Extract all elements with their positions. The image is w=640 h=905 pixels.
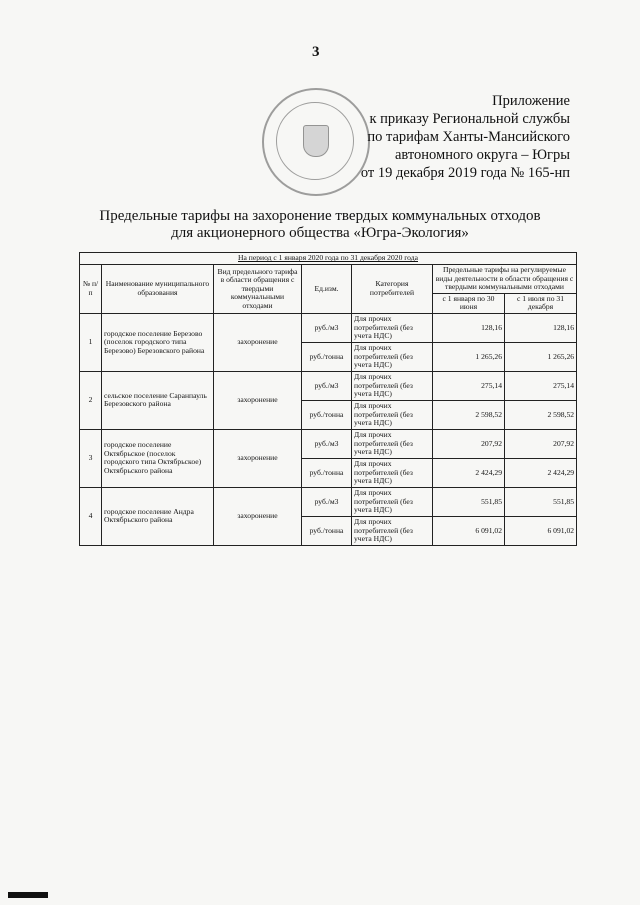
- row-num: 4: [80, 487, 102, 545]
- row-unit: руб./тонна: [302, 400, 352, 429]
- table-row: [80, 371, 577, 400]
- official-seal: [262, 88, 370, 196]
- row-value-period2: 1 265,26: [505, 342, 577, 371]
- row-num: 1: [80, 313, 102, 371]
- row-value-period2: 2 424,29: [505, 458, 577, 487]
- appendix-line: к приказу Региональной службы: [369, 111, 570, 127]
- row-value-period2: 275,14: [505, 371, 577, 400]
- row-value-period1: 128,16: [433, 313, 505, 342]
- row-category: Для прочих потребителей (без учета НДС): [352, 429, 433, 458]
- row-unit: руб./м3: [302, 429, 352, 458]
- scan-artifact-bar: [8, 892, 48, 898]
- row-value-period1: 1 265,26: [433, 342, 505, 371]
- row-activity: захоронение: [214, 487, 302, 545]
- appendix-block: [361, 92, 570, 182]
- row-unit: руб./м3: [302, 313, 352, 342]
- table-row: [80, 487, 577, 516]
- col-period2-header: с 1 июля по 31 декабря: [505, 293, 577, 313]
- row-municipality: городское поселение Березово (поселок городского типа Березово) Березовского района: [102, 313, 214, 371]
- page-number: 3: [312, 44, 320, 60]
- row-unit: руб./м3: [302, 371, 352, 400]
- row-value-period1: 2 598,52: [433, 400, 505, 429]
- row-value-period2: 551,85: [505, 487, 577, 516]
- row-municipality: сельское поселение Саранпауль Березовского района: [102, 371, 214, 429]
- row-activity: захоронение: [214, 429, 302, 487]
- col-category-header: Категория потребителей: [352, 265, 433, 314]
- tariff-table: [79, 252, 577, 546]
- row-num: 3: [80, 429, 102, 487]
- appendix-line: от 19 декабря 2019 года № 165-нп: [360, 165, 570, 181]
- col-tariffs-header: Предельные тарифы на регулируемые виды деятельности в области обращения с твердыми коммунальными отходами: [433, 265, 577, 294]
- row-unit: руб./тонна: [302, 516, 352, 545]
- row-category: Для прочих потребителей (без учета НДС): [352, 313, 433, 342]
- title-line: Предельные тарифы на захоронение твердых коммунальных отходов: [99, 208, 541, 224]
- row-activity: захоронение: [214, 371, 302, 429]
- row-value-period2: 2 598,52: [505, 400, 577, 429]
- row-value-period1: 2 424,29: [433, 458, 505, 487]
- table-row: [80, 313, 577, 342]
- row-municipality: городское поселение Андра Октябрьского района: [102, 487, 214, 545]
- col-activity-header: Вид предельного тарифа в области обращения с твердыми коммунальными отходами: [214, 265, 302, 314]
- document-title: [0, 208, 640, 242]
- row-unit: руб./тонна: [302, 342, 352, 371]
- seal-inner-ring: [276, 102, 354, 180]
- row-municipality: городское поселение Октябрьское (поселок городского типа Октябрьское) Октябрьского района: [102, 429, 214, 487]
- col-unit-header: Ед.изм.: [302, 265, 352, 314]
- col-period1-header: с 1 января по 30 июня: [433, 293, 505, 313]
- col-num-header: № п/п: [80, 265, 102, 314]
- row-category: Для прочих потребителей (без учета НДС): [352, 487, 433, 516]
- row-category: Для прочих потребителей (без учета НДС): [352, 342, 433, 371]
- row-num: 2: [80, 371, 102, 429]
- row-category: Для прочих потребителей (без учета НДС): [352, 371, 433, 400]
- row-value-period1: 207,92: [433, 429, 505, 458]
- coat-of-arms-icon: [303, 125, 329, 157]
- row-value-period1: 551,85: [433, 487, 505, 516]
- title-line: для акционерного общества «Югра-Экология»: [171, 225, 469, 241]
- row-value-period1: 275,14: [433, 371, 505, 400]
- table-row: [80, 429, 577, 458]
- row-category: Для прочих потребителей (без учета НДС): [352, 458, 433, 487]
- row-unit: руб./м3: [302, 487, 352, 516]
- period-header: На период с 1 января 2020 года по 31 декабря 2020 года: [80, 253, 577, 265]
- appendix-line: Приложение: [492, 93, 570, 109]
- row-value-period2: 6 091,02: [505, 516, 577, 545]
- row-activity: захоронение: [214, 313, 302, 371]
- appendix-line: по тарифам Ханты-Мансийского: [367, 129, 570, 145]
- row-category: Для прочих потребителей (без учета НДС): [352, 516, 433, 545]
- row-value-period1: 6 091,02: [433, 516, 505, 545]
- row-value-period2: 207,92: [505, 429, 577, 458]
- row-category: Для прочих потребителей (без учета НДС): [352, 400, 433, 429]
- appendix-line: автономного округа – Югры: [394, 147, 570, 163]
- col-municipality-header: Наименование муниципального образования: [102, 265, 214, 314]
- row-unit: руб./тонна: [302, 458, 352, 487]
- row-value-period2: 128,16: [505, 313, 577, 342]
